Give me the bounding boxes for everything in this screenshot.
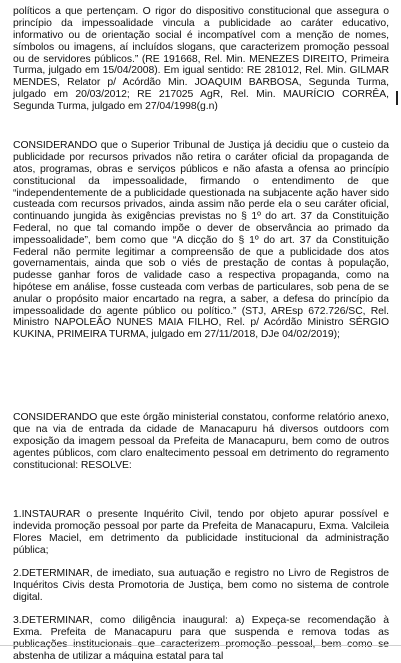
paragraph-considerando-stj: CONSIDERANDO que o Superior Tribunal de Justiça já decidiu que o custeio da publicidade por recursos privados não retira o caráter oficial da propaganda de atos, programas, obras e serviços públicos e não afasta a ofensa ao princípio constitucional da impessoalidade, firmando o entendimento de que “independentemente de a publicidade questionada na subjacente ação haver sido custeada com recursos privados, ainda assim não perde ela o seu caráter oficial, continuando jungida às exigências previstas no § 1º do art. 37 da Constituição Federal, no que tal comando impõe o dever de observância ao primado da impessoalidade”, bem como que “A dicção do § 1º do art. 37 da Constituição Federal não permite legitimar a compreensão de que a publicidade dos atos governamentais, ainda que sob o viés de prestação de contas à população, pudesse ganhar foros de validade caso a respectiva propaganda, como na hipótese em análise, fosse custeada com verbas de particulares, sob pena de se anular o propósito maior encartado na regra, a saber, a defesa do princípio da impessoalidade do agente público ou político.” (STJ, AREsp 672.726/SC, Rel. Ministro NAPOLEÃO NUNES MAIA FILHO, Rel. p/ Acórdão Ministro SÉRGIO KUKINA, PRIMEIRA TURMA, julgado em 27/11/2018, DJe 04/02/2019); (13, 140, 389, 341)
page-edge-divider (0, 645, 401, 646)
paragraph-considerando-constatou: CONSIDERANDO que este órgão ministerial constatou, conforme relatório anexo, que na via de entrada da cidade de Manacapuru há diversos outdoors com exposição da imagem pessoal da Prefeita de Manacapuru, bem como de outros agentes públicos, com claro enaltecimento pessoal em detrimento do regramento constitucional: RESOLVE: (13, 412, 389, 471)
margin-mark (396, 91, 398, 105)
paragraph-item-1-instaurar: 1.INSTAURAR o presente Inquérito Civil, tendo por objeto apurar possível e indevida promoção pessoal por parte da Prefeita de Manacapuru, Exma. Valcileia Flores Maciel, em detrimento da publicidade institucional da administração pública; (13, 509, 389, 556)
paragraph-item-2-determinar: 2.DETERMINAR, de imediato, sua autuação e registro no Livro de Registros de Inquéritos Civis desta Promotoria de Justiça, bem como no sistema de controle digital. (13, 568, 389, 603)
paragraph-jurisprudence-stf: políticos a que pertençam. O rigor do dispositivo constitucional que assegura o princípio da impessoalidade vincula a publicidade ao caráter educativo, informativo ou de orientação social é incompatível com a menção de nomes, símbolos ou imagens, aí incluídos slogans, que caracterizem promoção pessoal ou de servidores públicos.” (RE 191668, Rel. Min. MENEZES DIREITO, Primeira Turma, julgado em 15/04/2008). Em igual sentido: RE 281012, Rel. Min. GILMAR MENDES, Relator p/ Acórdão Min. JOAQUIM BARBOSA, Segunda Turma, julgado em 20/03/2012; RE 217025 AgR, Rel. Min. MAURÍCIO CORRÊA, Segunda Turma, julgado em 27/04/1998(g.n) (13, 6, 389, 112)
paragraph-item-3-determinar: 3.DETERMINAR, como diligência inaugural: a) Expeça-se recomendação à Exma. Prefeita de Manacapuru para que suspenda e remova todas as abstenha de utilizar a máquina estatal para tal (13, 615, 389, 662)
